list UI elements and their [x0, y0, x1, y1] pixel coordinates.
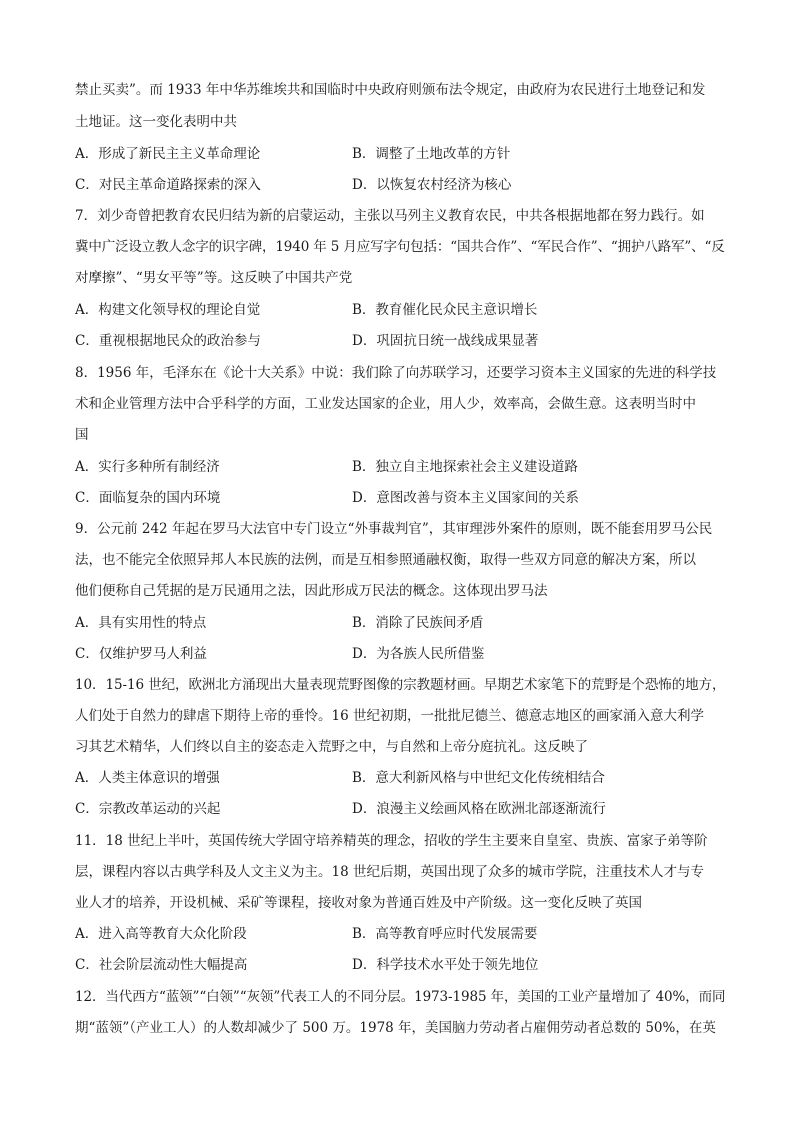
q6-option-d: D．以恢复农村经济为核心 [352, 177, 512, 193]
q10-option-b: B．意大利新风格与中世纪文化传统相结合 [352, 770, 605, 786]
q9-option-a: A．具有实用性的特点 [75, 615, 207, 631]
q9-option-b: B．消除了民族间矛盾 [352, 615, 484, 631]
q10-option-c: C．宗教改革运动的兴起 [75, 801, 221, 817]
q11-option-d: D．科学技术水平处于领先地位 [352, 957, 539, 973]
q7-stem-line-3: 对摩擦”、“男女平等”等。这反映了中国共产党 [75, 270, 353, 286]
q7-option-c: C．重视根据地民众的政治参与 [75, 333, 261, 349]
q7-option-d: D．巩固抗日统一战线成果显著 [352, 333, 539, 349]
q6-stem-line-1: 禁止买卖”。而 1933 年中华苏维埃共和国临时中央政府则颁布法令规定，由政府为农民进行土地登记和发 [75, 82, 706, 98]
q12-stem-line-1: 12．当代西方“蓝领”“白领”“灰领”代表工人的不同分层。1973-1985 年，美国的工业产量增加了 40%，而同 [75, 989, 726, 1005]
q10-stem-line-3: 习其艺术精华，人们终以自主的姿态走入荒野之中，与自然和上帝分庭抗礼。这反映了 [75, 739, 588, 755]
q8-option-a: A．实行多种所有制经济 [75, 459, 220, 475]
q8-stem-line-1: 8．1956 年，毛泽东在《论十大关系》中说：我们除了向苏联学习，还要学习资本主义国家的先进的科学技 [75, 365, 717, 381]
q10-stem-line-1: 10．15-16 世纪，欧洲北方涌现出大量表现荒野图像的宗教题材画。早期艺术家笔下的荒野是个恐怖的地方， [75, 677, 726, 693]
q10-option-a: A．人类主体意识的增强 [75, 770, 220, 786]
q9-stem-line-3: 他们便称自己凭据的是万民通用之法，因此形成万民法的概念。这体现出罗马法 [75, 583, 548, 599]
q6-option-b: B．调整了土地改革的方针 [352, 146, 511, 162]
q11-stem-line-1: 11．18 世纪上半叶，英国传统大学固守培养精英的理念，招收的学生主要来自皇室、贵族、富家子弟等阶 [75, 833, 708, 849]
q9-stem-line-1: 9．公元前 242 年起在罗马大法官中专门设立“外事裁判官”，其审理涉外案件的原则，既不能套用罗马公民 [75, 521, 713, 537]
q7-stem-line-2: 冀中广泛设立教人念字的识字碑，1940 年 5 月应写字句包括：“国共合作”、“军民合作”、“拥护八路军”、“反 [75, 239, 725, 255]
q11-stem-line-2: 层，课程内容以古典学科及人文主义为主。18 世纪后期，英国出现了众多的城市学院，注重技术人才与专 [75, 864, 704, 880]
q6-stem-line-2: 土地证。这一变化表明中共 [75, 114, 237, 130]
q7-option-a: A．构建文化领导权的理论自觉 [75, 302, 261, 318]
q10-stem-line-2: 人们处于自然力的肆虐下期待上帝的垂怜。16 世纪初期，一批批尼德兰、德意志地区的画家涌入意大利学 [75, 708, 704, 724]
q6-option-c: C．对民主革命道路探索的深入 [75, 177, 261, 193]
q6-option-a: A．形成了新民主主义革命理论 [75, 146, 261, 162]
q11-option-a: A．进入高等教育大众化阶段 [75, 926, 247, 942]
q9-stem-line-2: 法，也不能完全依照异邦人本民族的法例，而是互相参照通融权衡，取得一些双方同意的解决方案，所以 [75, 552, 696, 568]
q12-stem-line-2: 期“蓝领”（产业工人）的人数却减少了 500 万。1978 年，美国脑力劳动者占雇佣劳动者总数的 50%，在英 [75, 1020, 716, 1036]
q10-option-d: D．浪漫主义绘画风格在欧洲北部逐渐流行 [352, 801, 606, 817]
q8-stem-line-2: 术和企业管理方法中合乎科学的方面，工业发达国家的企业，用人少，效率高，会做生意。这表明当时中 [75, 396, 696, 412]
q7-option-b: B．教育催化民众民主意识增长 [352, 302, 538, 318]
q8-option-b: B．独立自主地探索社会主义建设道路 [352, 459, 578, 475]
q9-option-c: C．仅维护罗马人利益 [75, 646, 207, 662]
q8-option-d: D．意图改善与资本主义国家间的关系 [352, 490, 579, 506]
q11-stem-line-3: 业人才的培养，开设机械、采矿等课程，接收对象为普通百姓及中产阶级。这一变化反映了英国 [75, 895, 642, 911]
q7-stem-line-1: 7．刘少奇曾把教育农民归结为新的启蒙运动，主张以马列主义教育农民，中共各根据地都在努力践行。如 [75, 208, 705, 224]
q8-option-c: C．面临复杂的国内环境 [75, 490, 221, 506]
q9-option-d: D．为各族人民所借鉴 [352, 646, 485, 662]
q11-option-c: C．社会阶层流动性大幅提高 [75, 957, 248, 973]
q8-stem-line-3: 国 [75, 427, 89, 443]
q11-option-b: B．高等教育呼应时代发展需要 [352, 926, 538, 942]
